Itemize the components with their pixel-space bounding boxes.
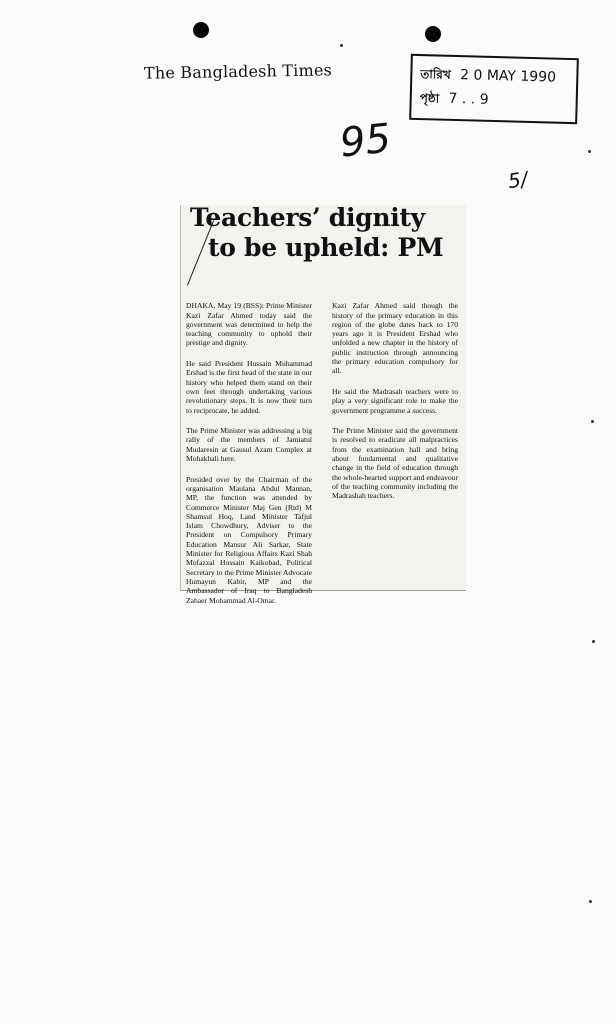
punch-hole-left: [193, 22, 209, 38]
headline-line-1: Teachers’ dignity: [190, 203, 425, 232]
speck: [592, 640, 595, 643]
speck: [589, 900, 592, 903]
paragraph: He said the Madrasah teachers were to play a very significant role to make the government programme a success.: [332, 386, 458, 415]
handwritten-number: 95: [337, 115, 394, 167]
headline-line-2: to be upheld: PM: [208, 233, 444, 262]
article-column-1: [186, 292, 312, 616]
paragraph: DHAKA, May 19 (BSS): Prime Minister Kazi Zafar Ahmed today said the government was determined to help the teaching community to uphold their prestige and dignity.: [186, 301, 312, 348]
handwritten-mark: 5/: [506, 166, 530, 194]
newspaper-masthead: The Bangladesh Times: [143, 60, 333, 83]
date-stamp: [409, 54, 579, 124]
stamp-page-value: 7 . . 9: [448, 90, 489, 108]
article-column-2: [332, 292, 458, 512]
paragraph: He said President Hussain Muhammad Ershad is the first head of the state in our history who helped them stand on their own feet through undertaking various revolutionary steps. It is now their turn to reciprocate, he added.: [186, 359, 312, 415]
stamp-date-value: 2 0 MAY 1990: [459, 67, 557, 86]
paragraph: The Prime Minister said the government is resolved to eradicate all malpractices from the examination hall and bring about fundamental and qualitative change in the field of education through the whole-hearted support and endeavour of the teaching community including the Madrashah teachers.: [332, 426, 458, 501]
speck: [588, 150, 591, 153]
article-headline: [190, 203, 443, 263]
punch-hole-right: [425, 26, 441, 42]
paragraph: The Prime Minister was addressing a big rally of the members of Jamiatul Mudaresin at Gausul Azam Complex at Mohakhali here.: [186, 426, 312, 464]
speck: [591, 420, 594, 423]
speck: [340, 44, 343, 47]
stamp-page-label: পৃষ্ঠা: [419, 91, 440, 106]
paragraph: Kazi Zafar Ahmed said though the history of the primary education in this region of the globe dates back to 170 years ago it is President Ershad who unfolded a new chapter in the history of public instruction through announcing the primary education compulsory for all.: [332, 301, 458, 376]
stamp-date-label: তারিখ: [420, 67, 451, 82]
paragraph: Presided over by the Chairman of the organisation Maulana Abdul Mannan, MP, the function was attended by Commerce Minister Maj Gen (Rtd) M Shamsul Hoq, Land Minister Tafjul Islam Chowdhury, Adviser to the President on Compulsory Primary Education Mansur Ali Sarkar, State Minister for Religious Affairs Kazi Shah Mofazzal Hossain Kaikobad, Political Secretary to the Prime Minister Advocate Humayun Kabir, MP and the Ambassador of Iraq to Bangladesh Zahaer Mohammad Al-Omar.: [186, 474, 312, 605]
